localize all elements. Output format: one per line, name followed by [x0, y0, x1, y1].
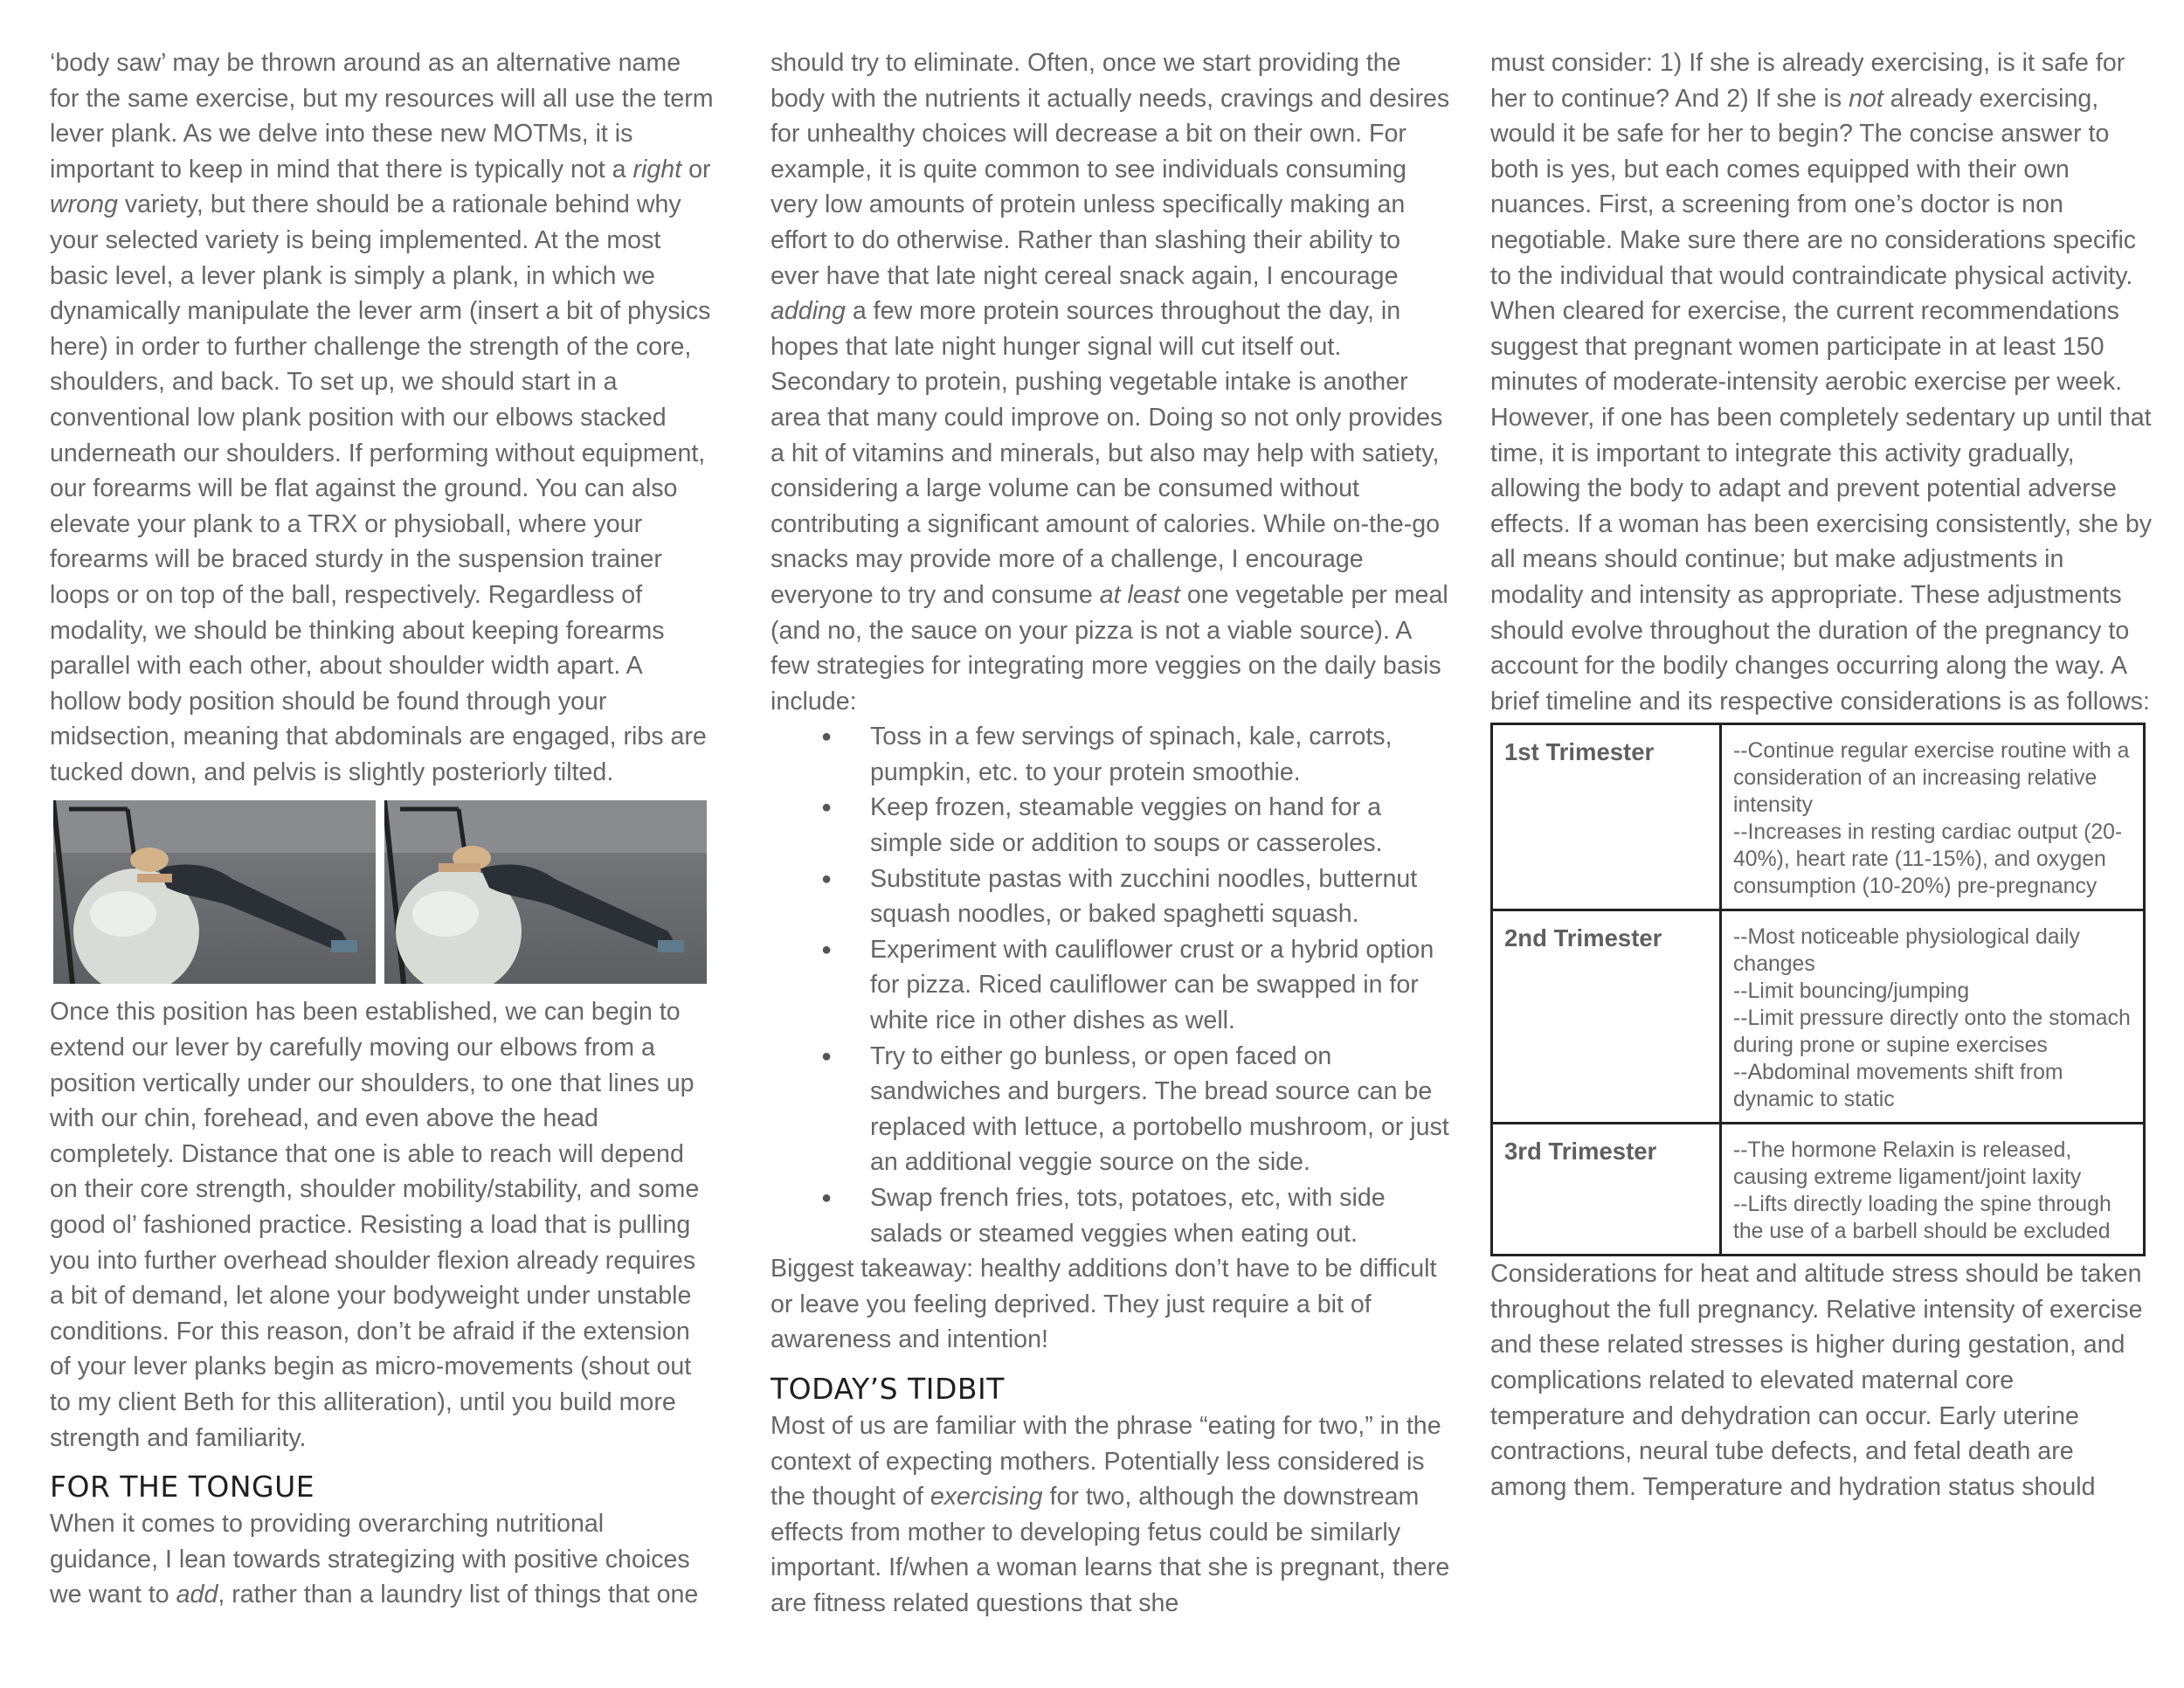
column-3	[1490, 45, 2154, 1505]
text-run: Most of us are familiar with the phrase “eating for two,” in the context of expecting mothers. Potentially less considered is the thought of	[771, 1411, 1441, 1512]
trimester-notes	[1721, 724, 2145, 910]
paragraph	[1490, 1256, 2154, 1505]
column-2	[771, 45, 1452, 1622]
text-run: Once this position has been established, we can begin to extend our lever by carefully moving our elbows from a position vertically under our shoulders, to one that lines up with our chin, forehead, and even above the head completely. Distance that one is able to reach will depend on their core strength, shoulder mobility/stability, and some good ol’ fashioned practice. Resisting a load that is pulling you into further overhead shoulder flexion already requires a bit of demand, let alone your bodyweight under unstable conditions. For this reason, don’t be afraid if the extension of your lever planks begin as micro-movements (shout out to my client Beth for this alliteration), until you build more strength and familiarity.	[50, 998, 700, 1452]
photo-row	[53, 800, 714, 984]
emphasis-text: right	[632, 155, 682, 183]
paragraph	[771, 1408, 1452, 1622]
list-item: ● Experiment with cauliflower crust or a hybrid option for pizza. Riced cauliflower can be swapped in for white rice in other dishes as well.	[870, 932, 1452, 1039]
paragraph	[1490, 45, 2154, 719]
trimester-label: 1st Trimester	[1492, 724, 1721, 910]
table-row	[1492, 910, 2145, 1124]
veggie-strategies-list	[771, 719, 1452, 1251]
note-line: --Continue regular exercise routine with a consideration of an increasing relative intensity	[1733, 739, 2130, 818]
text-run: must consider: 1) If she is already exercising, is it safe for her to continue? And 2) If she is	[1490, 49, 2125, 113]
lever-plank-photo-extended	[384, 800, 707, 984]
text-run: variety, but there should be a rationale behind why your selected variety is being implemented. At the most basic level, a lever plank is simply a plank, in which we dynamically manipulate the lever arm (insert a bit of physics here) in order to further challenge the strength of the core, shoulders, and back. To set up, we should start in a conventional low plank position with our elbows stacked underneath our shoulders. If performing without equipment, our forearms will be flat against the ground. You can also elevate your plank to a TRX or physioball, where your forearms will be braced sturdy in the suspension trainer loops or on top of the ball, respectively. Regardless of modality, we should be thinking about keeping forearms parallel with each other, about shoulder width apart. A hollow body position should be found through your midsection, meaning that abdominals are engaged, ribs are tucked down, and pelvis is slightly posteriorly tilted.	[50, 190, 711, 786]
text-run: one vegetable per meal (and no, the sauce on your pizza is not a viable source). A few strategies for integrating more veggies on the daily basis include:	[771, 580, 1448, 716]
trimester-notes	[1721, 1124, 2145, 1256]
text-run: already exercising, would it be safe for her to begin? The concise answer to both is yes, but each comes equipped with their own nuances. First, a screening from one’s doctor is non negotiable. Make sure there are no considerations specific to the individual that would contraindicate physical activity. When cleared for exercise, the current recommendations suggest that pregnant women participate in at least 150 minutes of moderate-intensity aerobic exercise per week. However, if one has been completely sedentary up until that time, it is important to integrate this activity gradually, allowing the body to adapt and prevent potential adverse effects. If a woman has been exercising consistently, she by all means should continue; but make adjustments in modality and intensity as appropriate. These adjustments should evolve throughout the duration of the pregnancy to account for the bodily changes occurring along the way. A brief timeline and its respective considerations is as follows:	[1490, 84, 2153, 716]
text-run: Biggest takeaway: healthy additions don’t have to be difficult or leave you feeling deprived. They just require a bit of awareness and intention!	[771, 1255, 1437, 1354]
emphasis-text: adding	[771, 297, 846, 326]
paragraph	[50, 45, 714, 790]
note-line: --Lifts directly loading the spine through the use of a barbell should be excluded	[1733, 1193, 2111, 1244]
table-row	[1492, 1124, 2145, 1256]
trimester-label: 3rd Trimester	[1492, 1124, 1721, 1256]
trimester-table	[1490, 723, 2146, 1256]
emphasis-text: wrong	[50, 190, 118, 219]
text-run: Considerations for heat and altitude stress should be taken throughout the full pregnancy. Relative intensity of exercise and these related stresses is higher during gestation, and complications related to elevated maternal core temperature and dehydration can occur. Early uterine contractions, neural tube defects, and fetal death are among them. Temperature and hydration status should	[1490, 1260, 2143, 1501]
text-run: or	[681, 155, 711, 183]
list-item: ● Substitute pastas with zucchini noodles, butternut squash noodles, or baked spaghetti squash.	[870, 861, 1452, 932]
paragraph	[771, 45, 1452, 719]
text-run: , rather than a laundry list of things that one	[218, 1581, 699, 1609]
note-line: --Limit bouncing/jumping	[1733, 979, 1970, 1004]
note-line: --Limit pressure directly onto the stomach during prone or supine exercises	[1733, 1007, 2131, 1058]
lever-plank-photo-start	[53, 800, 376, 984]
emphasis-text: at least	[1099, 580, 1180, 609]
emphasis-text: not	[1849, 84, 1883, 113]
table-row	[1492, 724, 2145, 910]
emphasis-text: exercising	[930, 1483, 1043, 1512]
section-heading-todays-tidbit: TODAY’S TIDBIT	[771, 1371, 1005, 1406]
note-line: --The hormone Relaxin is released, causing extreme ligament/joint laxity	[1733, 1138, 2082, 1190]
list-item: ● Toss in a few servings of spinach, kale, carrots, pumpkin, etc. to your protein smoothie.	[870, 719, 1452, 790]
text-run: When it comes to providing overarching nutritional guidance, I lean towards strategizing with positive choices we want to	[50, 1510, 690, 1609]
text-run: for two, although the downstream effects from mother to developing fetus could be similarly important. If/when a woman learns that she is pregnant, there are fitness related questions that she	[771, 1483, 1450, 1617]
text-run: should try to eliminate. Often, once we start providing the body with the nutrients it actually needs, cravings and desires for unhealthy choices will decrease a bit on their own. For example, it is quite common to see individuals consuming very low amounts of protein unless specifically making an effort to do otherwise. Rather than slashing their ability to ever have that late night cereal snack again, I encourage	[771, 49, 1450, 290]
trimester-notes	[1721, 910, 2145, 1124]
list-item: ● Swap french fries, tots, potatoes, etc, with side salads or steamed veggies when eating out.	[870, 1180, 1452, 1251]
list-item: ● Keep frozen, steamable veggies on hand for a simple side or addition to soups or casseroles.	[870, 790, 1452, 861]
text-run: ‘body saw’ may be thrown around as an alternative name for the same exercise, but my resources will all use the term lever plank. As we delve into these new MOTMs, it is important to keep in mind that there is typically not a	[50, 49, 714, 183]
list-item: ● Try to either go bunless, or open faced on sandwiches and burgers. The bread source can be replaced with lettuce, a portobello mushroom, or just an additional veggie source on the side.	[870, 1039, 1452, 1180]
section-heading-for-the-tongue: FOR THE TONGUE	[50, 1470, 315, 1505]
emphasis-text: add	[176, 1581, 218, 1609]
trimester-label: 2nd Trimester	[1492, 910, 1721, 1124]
note-line: --Increases in resting cardiac output (20-40%), heart rate (11-15%), and oxygen consumption (10-20%) pre-pregnancy	[1733, 820, 2123, 899]
column-1	[50, 45, 714, 1613]
paragraph	[771, 1251, 1452, 1358]
note-line: --Abdominal movements shift from dynamic to static	[1733, 1061, 2063, 1112]
note-line: --Most noticeable physiological daily changes	[1733, 925, 2080, 977]
text-run: a few more protein sources throughout the day, in hopes that late night hunger signal will cut itself out. Secondary to protein, pushing vegetable intake is another area that many could improve on. Doing so not only provides a hit of vitamins and minerals, but also may help with satiety, considering a large volume can be consumed without contributing a significant amount of calories. While on-the-go snacks may provide more of a challenge, I encourage everyone to try and consume	[771, 297, 1443, 609]
paragraph	[50, 1506, 714, 1613]
paragraph	[50, 994, 714, 1456]
